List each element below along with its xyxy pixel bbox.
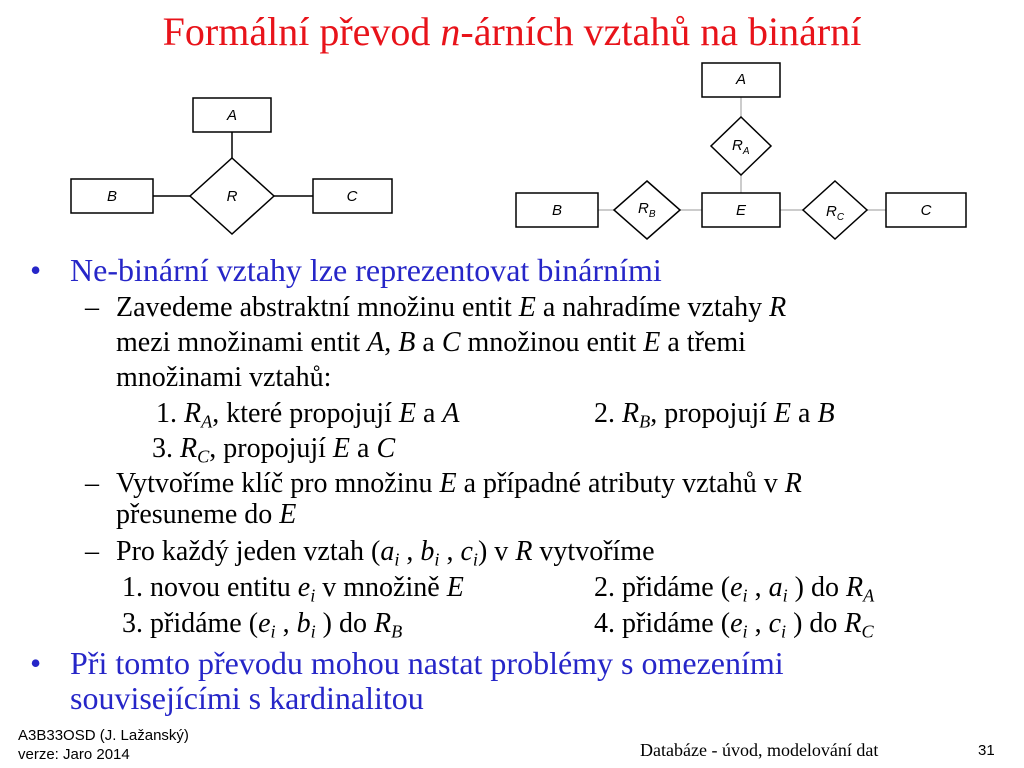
dash-marker: – [85, 468, 99, 499]
bullet-marker: • [30, 252, 42, 288]
footer-author: A3B33OSD (J. Lažanský) [18, 727, 189, 744]
item-ra: 1. $R_A$, které propojují E a A [156, 398, 460, 432]
dash-marker: – [85, 536, 99, 567]
item-add-ra: 2. přidáme ($e_i$ , $a_i$ ) do $R_A$ [594, 572, 875, 606]
sub2-line1: Vytvoříme klíč pro množinu E a případné atributy vztahů v R [116, 468, 802, 499]
bullet-marker: • [30, 645, 42, 681]
label-ra: $R_A$ [732, 137, 750, 157]
sub1-line2: mezi množinami entit A, B a C množinou entit E a třemi [116, 327, 746, 358]
dash-marker: – [85, 292, 99, 323]
footer-topic: Databáze - úvod, modelování dat [640, 740, 879, 760]
label-c: C [346, 188, 358, 205]
label-b: B [106, 188, 118, 205]
label-rb: $R_B$ [638, 200, 656, 220]
item-new-entity: 1. novou entitu $e_i$ v množině E [122, 572, 464, 606]
sub1-line1: Zavedeme abstraktní množinu entit E a nahradíme vztahy R [116, 292, 787, 323]
bullet-2-line1: Při tomto převodu mohou nastat problémy s omezeními [70, 645, 784, 681]
label-c-right: C [920, 202, 932, 219]
item-rb: 2. $R_B$, propojují E a B [594, 398, 835, 432]
sub2-line2: přesuneme do E [116, 499, 297, 530]
sub1-line3: množinami vztahů: [116, 362, 332, 393]
label-a: A [226, 107, 238, 124]
item-rc: 3. $R_C$, propojují E a C [152, 433, 396, 467]
label-r: R [226, 188, 238, 205]
item-add-rb: 3. přidáme ($e_i$ , $b_i$ ) do $R_B$ [122, 608, 403, 642]
bullet-1: Ne-binární vztahy lze reprezentovat binárními [70, 252, 662, 288]
label-b-right: B [551, 202, 563, 219]
label-a-right: A [735, 71, 747, 88]
slide-title: Formální převod n-árních vztahů na binární [162, 9, 862, 54]
footer-version: verze: Jaro 2014 [18, 746, 130, 763]
footer-course [18, 726, 189, 764]
sub3-line1: Pro každý jeden vztah ($a_i$ , $b_i$ , $c_i$) v R vytvoříme [116, 536, 655, 570]
bullet-2-line2: souvisejícími s kardinalitou [70, 680, 424, 716]
label-e: E [735, 202, 747, 219]
item-add-rc: 4. přidáme ($e_i$ , $c_i$ ) do $R_C$ [594, 608, 874, 642]
page-number: 31 [978, 742, 995, 759]
label-rc: $R_C$ [826, 203, 845, 223]
